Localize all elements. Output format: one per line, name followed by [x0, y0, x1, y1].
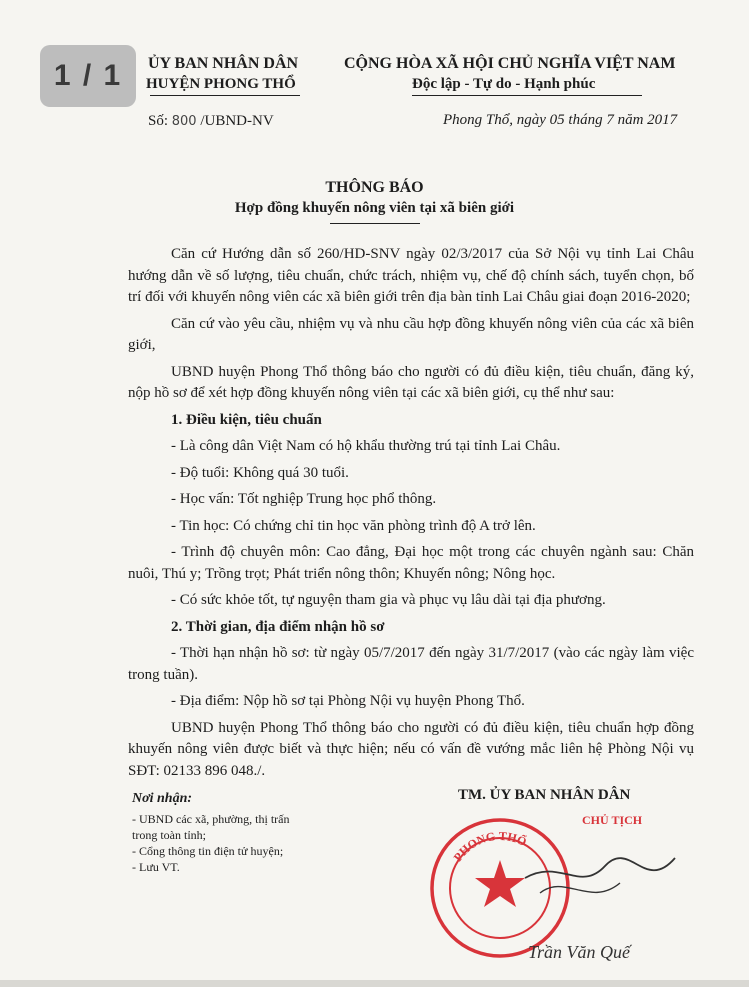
- page-bottom-edge: [0, 980, 749, 987]
- recipient-item: - UBND các xã, phường, thị trấn: [132, 812, 290, 826]
- doc-suffix: /UBND-NV: [200, 113, 274, 129]
- condition-specialty: - Trình độ chuyên môn: Cao đẳng, Đại học một trong các chuyên ngành sau: Chăn nuôi, Thú y; Trồng trọt; Phát triển nông thôn; Khuyến nông; Nông học.: [128, 544, 694, 582]
- signature-role: CHỦ TỊCH: [582, 813, 643, 827]
- document-number: [148, 113, 274, 130]
- recipient-item: trong toàn tỉnh;: [132, 828, 206, 842]
- recipients-title: Nơi nhận:: [132, 791, 193, 806]
- signature-stroke: [540, 883, 620, 893]
- page-indicator: 1 / 1: [40, 45, 136, 107]
- location-text: - Địa điểm: Nộp hồ sơ tại Phòng Nội vụ huyện Phong Thổ.: [171, 693, 525, 709]
- condition-health: - Có sức khỏe tốt, tự nguyện tham gia và phục vụ lâu dài tại địa phương.: [171, 592, 606, 608]
- condition-it: - Tin học: Có chứng chỉ tin học văn phòng trình độ A trở lên.: [171, 517, 536, 534]
- paragraph-closing: UBND huyện Phong Thổ thông báo cho người có đủ điều kiện, tiêu chuẩn hợp đồng khuyến nông viên được biết và thực hiện; nếu có vấn đề vướng mắc liên hệ Phòng Nội vụ SĐT: 02133 896 048./.: [128, 719, 694, 779]
- document-title: THÔNG BÁO: [325, 179, 424, 196]
- section-heading-time-place: 2. Thời gian, địa điểm nhận hồ sơ: [171, 618, 385, 635]
- paragraph-announcement: UBND huyện Phong Thổ thông báo cho người có đủ điều kiện, tiêu chuẩn, đăng ký, nộp hồ sơ để xét hợp đồng khuyến nông viên tại các xã biên giới, cụ thể như sau:: [128, 363, 694, 401]
- deadline-text: - Thời hạn nhận hồ sơ: từ ngày 05/7/2017 đến ngày 31/7/2017 (vào các ngày làm việc trong tuần).: [128, 645, 694, 683]
- doc-number-handwritten: 800: [171, 114, 197, 129]
- signer-name: Trần Văn Quế: [528, 942, 631, 962]
- doc-prefix: Số:: [148, 113, 169, 129]
- signature-title: TM. ỦY BAN NHÂN DÂN: [458, 787, 631, 803]
- star-icon: [475, 860, 525, 907]
- agency-name: ỦY BAN NHÂN DÂN: [148, 55, 299, 72]
- official-seal-and-signature: [430, 798, 710, 978]
- condition-citizenship: - Là công dân Việt Nam có hộ khẩu thường trú tại tỉnh Lai Châu.: [171, 438, 561, 454]
- paragraph-basis-2: Căn cứ vào yêu cầu, nhiệm vụ và nhu cầu hợp đồng khuyến nông viên của các xã biên giới,: [128, 315, 694, 353]
- document-subtitle: Hợp đồng khuyến nông viên tại xã biên giới: [234, 200, 515, 216]
- section-heading-conditions: 1. Điều kiện, tiêu chuẩn: [171, 411, 322, 428]
- document-body: [128, 244, 694, 787]
- paragraph-basis-1: Căn cứ Hướng dẫn số 260/HD-SNV ngày 02/3/2017 của Sở Nội vụ tỉnh Lai Châu hướng dẫn về số lượng, tiêu chuẩn, chức trách, nhiệm vụ, chế độ chính sách, tuyển chọn, bố trí đối với khuyến nông viên các xã biên giới trên địa bàn tỉnh Lai Châu giai đoạn 2016-2020;: [128, 246, 694, 305]
- district-underline: [150, 95, 300, 96]
- subtitle-underline: [330, 223, 420, 224]
- condition-age: - Độ tuổi: Không quá 30 tuổi.: [171, 464, 349, 481]
- condition-education: - Học vấn: Tốt nghiệp Trung học phổ thông.: [171, 491, 437, 507]
- recipients-list: [132, 811, 352, 875]
- recipient-item: - Cổng thông tin điện tử huyện;: [132, 844, 284, 858]
- seal-text: PHONG THỔ: [450, 828, 529, 865]
- district-name: HUYỆN PHONG THỔ: [146, 76, 296, 92]
- nation-name: CỘNG HÒA XÃ HỘI CHỦ NGHĨA VIỆT NAM: [344, 55, 676, 72]
- motto: Độc lập - Tự do - Hạnh phúc: [412, 76, 596, 92]
- motto-underline: [412, 95, 642, 96]
- recipient-item: - Lưu VT.: [132, 860, 180, 874]
- place-date: Phong Thổ, ngày 05 tháng 7 năm 2017: [443, 112, 678, 128]
